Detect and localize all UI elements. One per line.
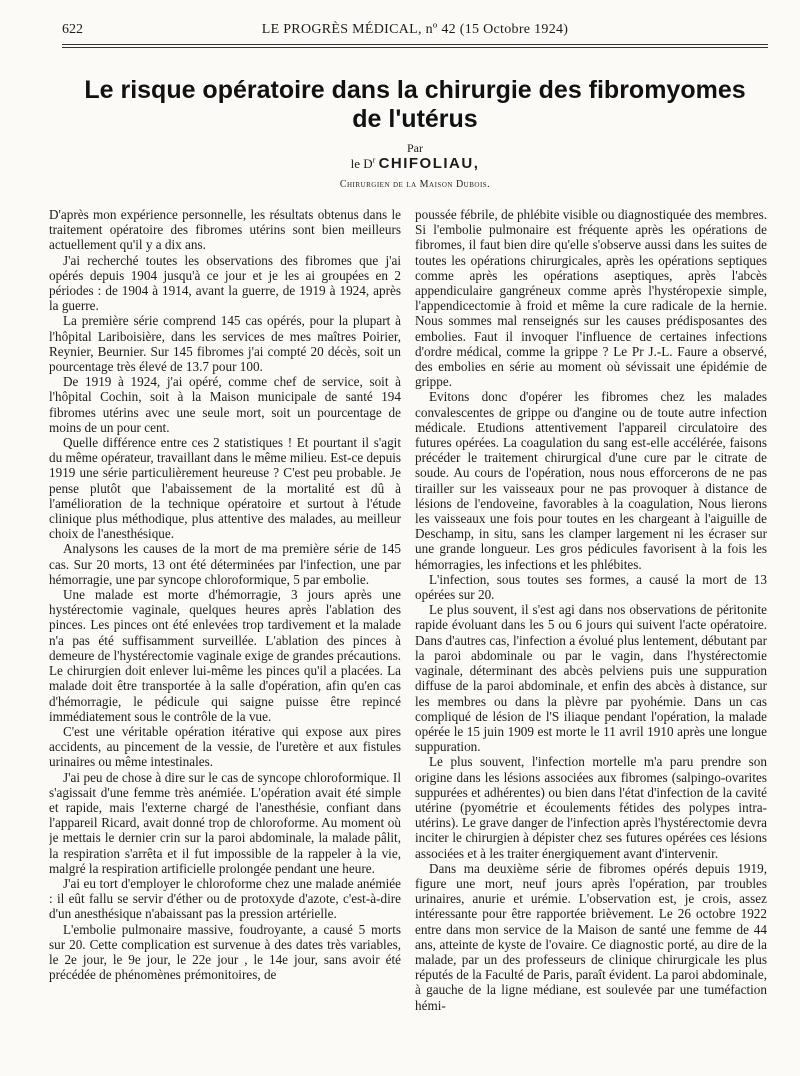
author-affiliation: Chirurgien de la Maison Dubois. bbox=[339, 179, 491, 190]
paragraph: L'embolie pulmonaire massive, foudroyante, a causé 5 morts sur 20. Cette complication est survenue à des dates très variables, le 2e jour, le 9e jour, le 22e jour , le 14e jour, sans avoir été précédée de phénomènes prémonitoires, de bbox=[49, 921, 401, 983]
paragraph: J'ai eu tort d'employer le chloroforme chez une malade anémiée : il eût fallu se servir d'éther ou de protoxyde d'azote, c'est-à-dire d'un anesthésique n'abaissant pas la pression artérielle. bbox=[49, 875, 401, 922]
paragraph: Une malade est morte d'hémorragie, 3 jours après une hystérectomie vaginale, quelques heures après l'ablation des pinces. Les pinces ont été enlevées trop tardivement et la malade n'a pas été suffisamment surveillée. L'ablation des pinces à demeure de l'hystérectomie vaginale exige de grandes précautions. Le chirurgien doit enlever lui-même les pinces qu'il a placées. La malade doit être transportée à la salle d'opération, afin qu'en cas d'hémorragie, le pédicule qui saigne puisse être repincé immédiatement sous le contrôle de la vue. bbox=[49, 587, 401, 724]
paragraph: J'ai peu de chose à dire sur le cas de syncope chloroformique. Il s'agissait d'une femme très anémiée. L'opération avait été simple et rapide, mais l'externe chargé de l'anesthésie, confiant dans l'appareil Ricard, avait donné trop de chloroforme. Au moment où je mettais le dernier crin sur la paroi abdominale, la malade pâlit, la respiration s'arrêta et il fut impossible de la rappeler à la vie, malgré la respiration artificielle prolongée pendant une heure. bbox=[49, 769, 401, 876]
article-title bbox=[62, 76, 768, 134]
title-line-2: de l'utérus bbox=[352, 105, 478, 133]
paragraph: Quelle différence entre ces 2 statistiques ! Et pourtant il s'agit du même opérateur, travaillant dans le même milieu. Est-ce depuis 1919 une série particulièrement heureuse ? C'est peu probable. Je pense plutôt que l'abaissement de la mortalité est dû à l'amélioration de la technique opératoire et surtout à l'étude clinique plus méthodique, plus attentive des malades, au meilleur choix de l'anesthésique. bbox=[49, 435, 401, 542]
right-column bbox=[415, 207, 767, 1057]
left-column bbox=[49, 207, 401, 1057]
paragraph: C'est une véritable opération itérative qui expose aux pires accidents, au pincement de la vessie, de l'uretère et aux fistules urinaires ou même intestinales. bbox=[49, 723, 401, 770]
paragraph: De 1919 à 1924, j'ai opéré, comme chef de service, soit à l'hôpital Cochin, soit à la Maison municipale de santé 194 fibromes utérins avec une seule mort, soit un pourcentage de moins de un pour cent. bbox=[49, 374, 401, 435]
paragraph: Analysons les causes de la mort de ma première série de 145 cas. Sur 20 morts, 13 ont été déterminées par l'infection, une par hémorragie, une par syncope chloroformique, 5 par embolie. bbox=[49, 541, 401, 587]
paragraph: La première série comprend 145 cas opérés, pour la plupart à l'hôpital Lariboisière, dans les services de mes maîtres Poirier, Reynier, Beurnier. Sur 145 fibromes j'ai compté 20 décès, soit un pourcentage très élevé de 13.7 pour 100. bbox=[49, 313, 401, 375]
running-title: LE PROGRÈS MÉDICAL, nº 42 (15 Octobre 1924) bbox=[261, 22, 569, 37]
author-title-sup: r bbox=[372, 155, 376, 165]
header-rule-bottom bbox=[62, 47, 768, 48]
author-prefix: le D bbox=[350, 156, 373, 171]
author-line bbox=[62, 155, 768, 172]
paragraph: J'ai recherché toutes les observations des fibromes que j'ai opérés depuis 1904 jusqu'à ce jour et je les ai groupées en 2 périodes : de 1904 à 1914, avant la guerre, de 1919 à 1924, après la guerre. bbox=[49, 252, 401, 314]
author-name: CHIFOLIAU, bbox=[378, 155, 480, 172]
header-rule-top bbox=[62, 44, 768, 45]
running-header bbox=[62, 22, 768, 42]
paragraph: Dans ma deuxième série de fibromes opérés depuis 1919, figure une mort, neuf jours après l'opération, par troubles urinaires, anurie et urémie. L'observation est, je crois, assez intéressante pour être rapportée brièvement. Le 26 octobre 1922 entre dans mon service de la Maison de santé une femme de 44 ans, atteinte de kyste de l'ovaire. Ce diagnostic porté, au dire de la malade, par un des professeurs de clinique chirurgicale les plus réputés de la Faculté de Paris, paraît évident. La paroi abdominale, à gauche de la ligne médiane, est soulevée par une tuméfaction hémi- bbox=[415, 860, 767, 1013]
paragraph: D'après mon expérience personnelle, les résultats obtenus dans le traitement opératoire des fibromes utérins sont bien meilleurs actuellement qu'il y a dix ans. bbox=[49, 207, 401, 253]
paragraph: Le plus souvent, l'infection mortelle m'a paru prendre son origine dans les lésions associées aux fibromes (salpingo-ovarites suppurées et adhérentes) ou bien dans l'état d'infection de la cavité utérine (pyométrie et écoulements fétides des polypes intra-utérins). Le grave danger de l'infection après l'hystérectomie devra inciter le chirurgien à dépister chez ses futures opérées ces lésions associées et à les traiter énergiquement avant d'intervenir. bbox=[415, 754, 767, 861]
paragraph: Le plus souvent, il s'est agi dans nos observations de péritonite rapide évoluant dans les 5 ou 6 jours qui suivent l'acte opératoire. Dans d'autres cas, l'infection a évolué plus lentement, débutant par la paroi abdominale ou par le vagin, dans l'hystérectomie vaginale, déterminant des abcès pelviens puis une suppuration diffuse de la paroi abdominale, et enfin des abcès à distance, sur les membres ou dans la plèvre par pyohémie. Dans un cas compliqué de lésion de l'S iliaque pendant l'opération, la malade opérée le 15 juin 1909 est morte le 11 avril 1910 après une longue suppuration. bbox=[415, 602, 767, 755]
paragraph: L'infection, sous toutes ses formes, a causé la mort de 13 opérées sur 20. bbox=[415, 571, 767, 603]
by-line: Par bbox=[407, 141, 423, 155]
paragraph: Evitons donc d'opérer les fibromes chez les malades convalescentes de grippe ou d'angine ou de toute autre infection médicale. Etudions attentivement l'appareil circulatoire des futures opérées. La coagulation du sang est-elle accélérée, faisons précéder le traitement chirurgical d'une cure par le citrate de soude. Au cours de l'opération, nous nous efforcerons de ne pas tirailler sur les vaisseaux pour ne pas provoquer à distance de lésions de l'endoveine, favorables à la coagulation, Nous lierons les vaisseaux une fois pour toutes en les chargeant à l'aiguille de Deschamp, in situ, sans les clamper largement ni les écraser sur une grande longueur. Les gros pédicules favorisent à la fois les hémorragies, les infections et les phlébites. bbox=[415, 389, 767, 572]
page-number: 622 bbox=[62, 22, 83, 37]
title-line-1: Le risque opératoire dans la chirurgie des fibromyomes bbox=[84, 76, 746, 104]
paragraph: poussée fébrile, de phlébite visible ou diagnostiquée des membres. Si l'embolie pulmonaire est fréquente après les opérations de fibromes, il faut bien dire qu'elle s'observe aussi dans les suites de toutes les opérations chirurgicales, après les opérations septiques comme après les opérations aseptiques, après l'abcès appendiculaire gangréneux comme après l'hystéropexie simple, l'appendicectomie à froid et même la cure radicale de la hernie. Nous sommes mal renseignés sur les causes prédisposantes des embolies. Faut il invoquer l'influence de certaines infections d'ordre médical, comme la grippe ? Le Pr J.-L. Faure a observé, des embolies en série au moment où sévissait une épidémie de grippe. bbox=[415, 207, 767, 390]
